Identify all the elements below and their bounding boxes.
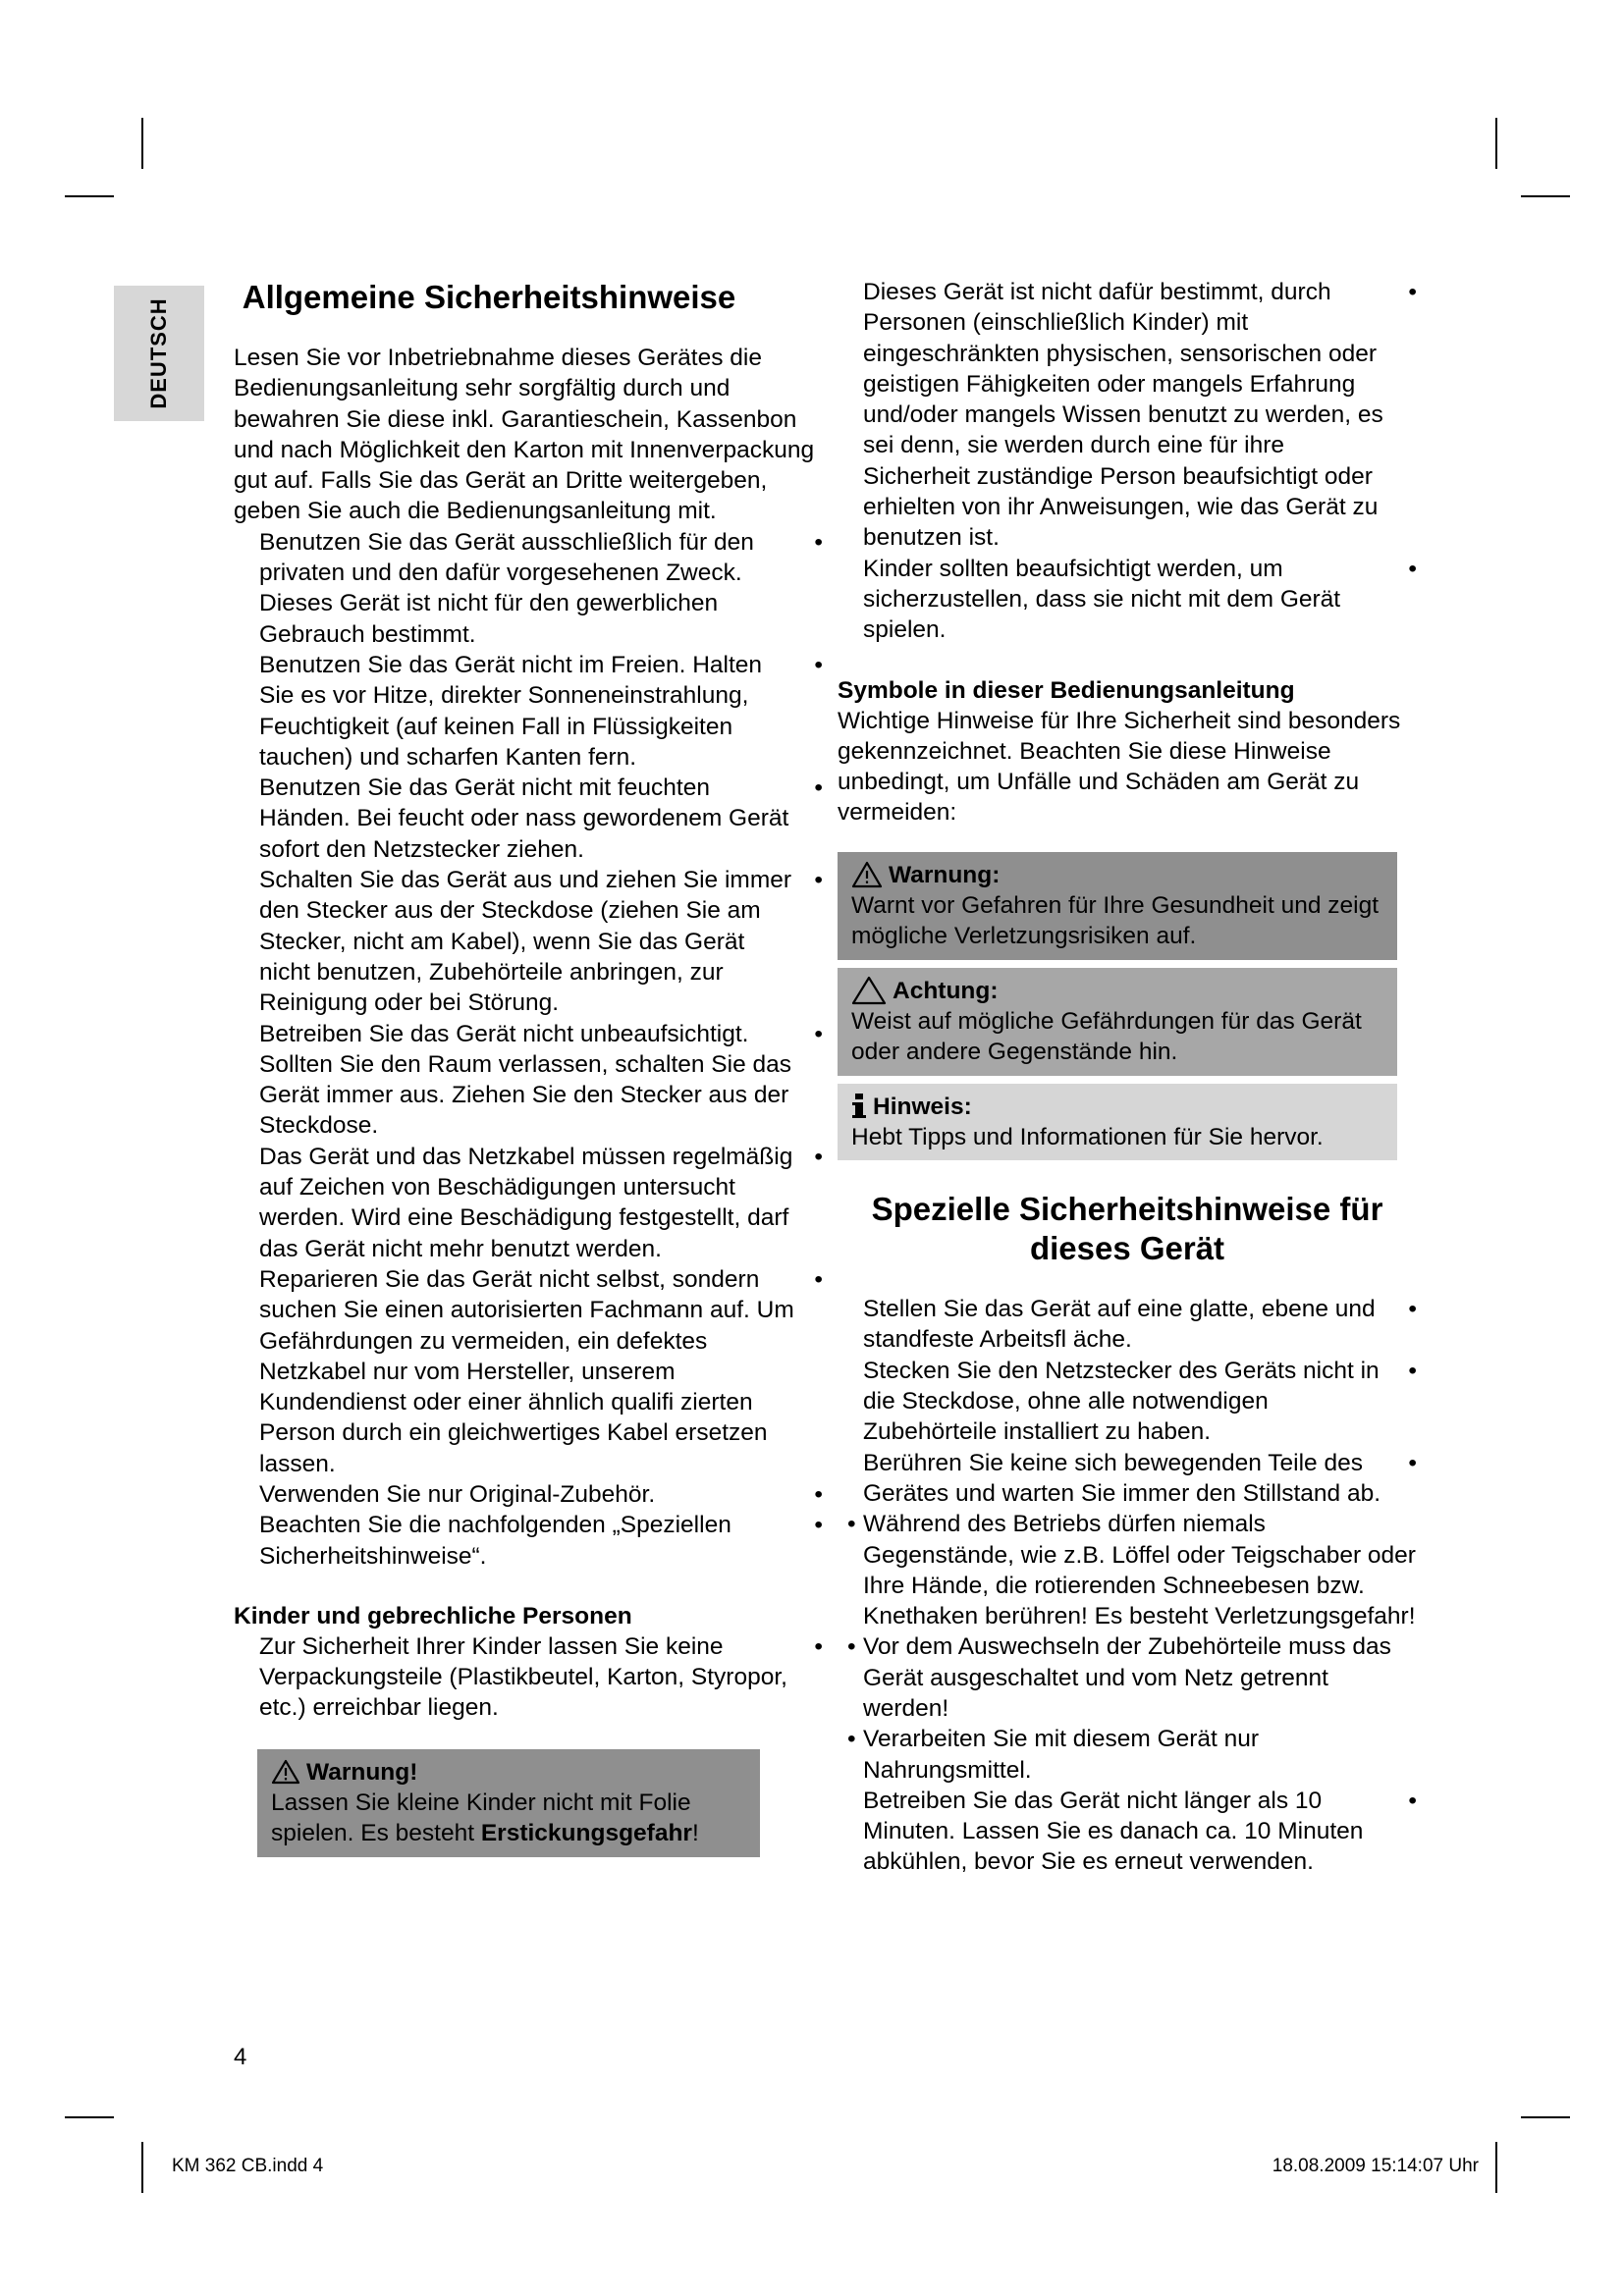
footer-date: 18.08.2009 15:14:07 Uhr — [1272, 2156, 1479, 2176]
crop-mark — [1495, 118, 1497, 169]
box-title: Warnung: — [889, 861, 1001, 888]
warning-symbol-box — [838, 852, 1397, 960]
crop-mark — [65, 195, 114, 197]
bullet-list — [234, 527, 823, 1572]
list-item: • Vor dem Auswechseln der Zubehörteile muss das Gerät ausgeschaltet und vom Netz getrennt werden! — [847, 1633, 1391, 1722]
subsection-heading: Kinder und gebrechliche Personen — [234, 1602, 632, 1629]
crop-mark — [141, 2142, 143, 2193]
crop-mark — [65, 2116, 114, 2118]
list-item: Dieses Gerät ist nicht dafür bestimmt, durch Personen (einschließlich Kinder) mit eingeschränkten physischen, sensorischen oder geistigen Fähigkeiten oder mangels Erfahrung und/oder mangels Wissen benutzt zu werden, es sei denn, sie werden durch eine für ihre Sicherheit zuständige Person beaufsichtigt oder erhielten von ihr Anweisungen, wie das Gerät zu benutzen ist. • — [863, 279, 1417, 552]
left-column — [234, 277, 823, 1857]
intro-paragraph: Lesen Sie vor Inbetriebnahme dieses Gerätes die Bedienungsanleitung sehr sorgfältig durch und bewahren Sie diese inkl. Garantieschein, Kassenbon und nach Möglichkeit den Karton mit Innenverpackung gut auf. Falls Sie das Gerät an Dritte weitergeben, geben Sie auch die Bedienungsanleitung mit. — [234, 345, 815, 525]
language-label: DEUTSCH — [146, 297, 171, 409]
list-item: • Verarbeiten Sie mit diesem Gerät nur Nahrungsmittel. — [847, 1726, 1260, 1784]
symbole-paragraph: Wichtige Hinweise für Ihre Sicherheit sind besonders gekennzeichnet. Beachten Sie diese Hinweise unbedingt, um Unfälle und Schäden am Gerät zu vermeiden: — [838, 707, 1401, 827]
list-item: Beachten Sie die nachfolgenden „Speziellen Sicherheitshinweise“. • — [259, 1512, 823, 1570]
list-item: Reparieren Sie das Gerät nicht selbst, sondern suchen Sie einen autorisierten Fachmann auf. Um Gefährdungen zu vermeiden, ein defektes Netzkabel nur vom Hersteller, unserem Kundendienst oder einer ähnlich qualifi zierten Person durch ein gleichwertiges Kabel ersetzen lassen. • — [259, 1265, 823, 1477]
page-number: 4 — [234, 2044, 247, 2070]
list-item: Betreiben Sie das Gerät nicht unbeaufsichtigt. Sollten Sie den Raum verlassen, schalten Sie das Gerät immer aus. Ziehen Sie den Stecker aus der Steckdose. • — [259, 1020, 823, 1140]
warning-title: Warnung! — [306, 1758, 418, 1786]
list-item: Benutzen Sie das Gerät nicht im Freien. Halten Sie es vor Hitze, direkter Sonneneinstrahlung, Feuchtigkeit (auf keinen Fall in Flüssigkeiten tauchen) und scharfen Kanten fern. • — [259, 651, 823, 771]
box-text: Weist auf mögliche Gefährdungen für das Gerät oder andere Gegenstände hin. — [851, 1007, 1362, 1066]
info-icon — [851, 1094, 867, 1119]
list-item: Benutzen Sie das Gerät nicht mit feuchten Händen. Bei feucht oder nass gewordenem Gerät sofort den Netzstecker ziehen. • — [259, 774, 823, 863]
list-item: Schalten Sie das Gerät aus und ziehen Sie immer den Stecker aus der Steckdose (ziehen Sie am Stecker, nicht am Kabel), wenn Sie das Gerät nicht benutzen, Zubehörteile anbringen, zur Reinigung oder bei Störung. • — [259, 867, 823, 1017]
list-item: Kinder sollten beaufsichtigt werden, um sicherzustellen, dass sie nicht mit dem Gerät spielen. • — [863, 555, 1417, 644]
right-column — [838, 277, 1417, 1878]
section-heading: Spezielle Sicherheitshinweise für dieses Gerät — [871, 1191, 1383, 1267]
list-item: Verwenden Sie nur Original-Zubehör. • — [259, 1480, 823, 1508]
footer-file: KM 362 CB.indd 4 — [172, 2156, 324, 2176]
warning-text: Lassen Sie kleine Kinder nicht mit Folie spielen. Es besteht Erstickungsgefahr! — [271, 1789, 699, 1847]
box-text: Warnt vor Gefahren für Ihre Gesundheit und zeigt mögliche Verletzungsrisiken auf. — [851, 892, 1380, 950]
crop-mark — [141, 118, 143, 169]
list-item: Stecken Sie den Netzstecker des Geräts nicht in die Steckdose, ohne alle notwendigen Zubehörteile installiert zu haben. • — [863, 1357, 1417, 1446]
box-text: Hebt Tipps und Informationen für Sie hervor. — [851, 1123, 1324, 1150]
list-item: Das Gerät und das Netzkabel müssen regelmäßig auf Zeichen von Beschädigungen untersucht werden. Wird eine Beschädigung festgestellt, darf das Gerät nicht mehr benutzt werden. • — [259, 1143, 823, 1262]
box-title: Achtung: — [893, 977, 999, 1004]
box-title: Hinweis: — [873, 1093, 972, 1120]
warning-box — [257, 1749, 760, 1857]
list-item: Stellen Sie das Gerät auf eine glatte, ebene und standfeste Arbeitsfl äche. • — [863, 1296, 1417, 1354]
section-heading: Allgemeine Sicherheitshinweise — [242, 279, 736, 315]
subsection-heading: Symbole in dieser Bedienungsanleitung — [838, 676, 1295, 704]
crop-mark — [1521, 2116, 1570, 2118]
crop-mark — [1495, 2142, 1497, 2193]
list-item: • Während des Betriebs dürfen niemals Gegenstände, wie z.B. Löffel oder Teigschaber oder Ihre Hände, die rotierenden Schneebesen bzw. Knethaken berühren! Es besteht Verletzungsgefahr! — [847, 1511, 1416, 1630]
list-item: Benutzen Sie das Gerät ausschließlich für den privaten und den dafür vorgesehenen Zweck. Dieses Gerät ist nicht für den gewerblichen Gebrauch bestimmt. • — [259, 528, 823, 648]
crop-mark — [1521, 195, 1570, 197]
list-item: Betreiben Sie das Gerät nicht länger als 10 Minuten. Lassen Sie es danach ca. 10 Minuten abkühlen, bevor Sie es erneut verwenden. • — [863, 1787, 1417, 1876]
warning-triangle-icon — [851, 861, 883, 888]
list-item: Zur Sicherheit Ihrer Kinder lassen Sie keine Verpackungsteile (Plastikbeutel, Karton, Styropor, etc.) erreichbar liegen. • — [259, 1632, 823, 1722]
info-symbol-box — [838, 1084, 1397, 1161]
caution-triangle-icon — [851, 976, 887, 1005]
language-tab — [114, 286, 204, 421]
list-item: Berühren Sie keine sich bewegenden Teile des Gerätes und warten Sie immer den Stillstand ab. • — [863, 1449, 1417, 1507]
warning-triangle-icon — [271, 1759, 300, 1785]
caution-symbol-box — [838, 968, 1397, 1076]
